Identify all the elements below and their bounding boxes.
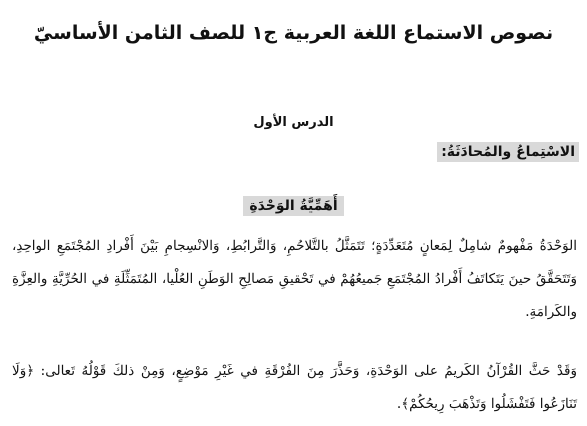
topic-heading xyxy=(0,193,587,216)
section-heading: الاسْتِماعُ والمُحادَثَةُ: xyxy=(437,142,579,162)
document-title: نصوص الاستماع اللغة العربية ج١ للصف الثامن الأساسيّ xyxy=(33,22,554,44)
topic-heading-text: أَهَمِّيَّةُ الوَحْدَةِ xyxy=(243,196,343,216)
paragraph-2: وَقَدْ حَثَّ القُرْآنُ الكَريمُ على الوَحْدَةِ، وَحَذَّرَ مِنَ الفُرْقَةِ في غَيْرِ مَوْضِعٍ، وَمِنْ ذلكَ قَوْلُهُ تَعالى: ﴿وَلَا تَنَازَعُوا فَتَفْشَلُوا وَتَذْهَبَ رِيحُكُمْ﴾. xyxy=(12,363,577,412)
paragraph-1: الوَحْدَةُ مَفْهومٌ شامِلٌ لِمَعانٍ مُتَعَدِّدَةٍ؛ تَتَمَثَّلُ بالتَّلاحُمِ، وَالتَّرابُطِ، وَالانْسِجامِ بَيْنَ أَفْرادِ المُجْتَمَعِ الواحِدِ، وَتَتَحَقَّقُ حينَ يَتَكاتَفُ أَفْرادُ المُجْتَمَعِ جَميعُهُمْ في تَحْقيقِ مَصالِحِ الوَطَنِ العُلْيا، المُتَمَثِّلَةِ في الحُرِّيَّةِ والعِزَّةِ والكَرامَةِ. xyxy=(12,238,577,320)
lesson-title: الدرس الأول xyxy=(253,115,334,130)
